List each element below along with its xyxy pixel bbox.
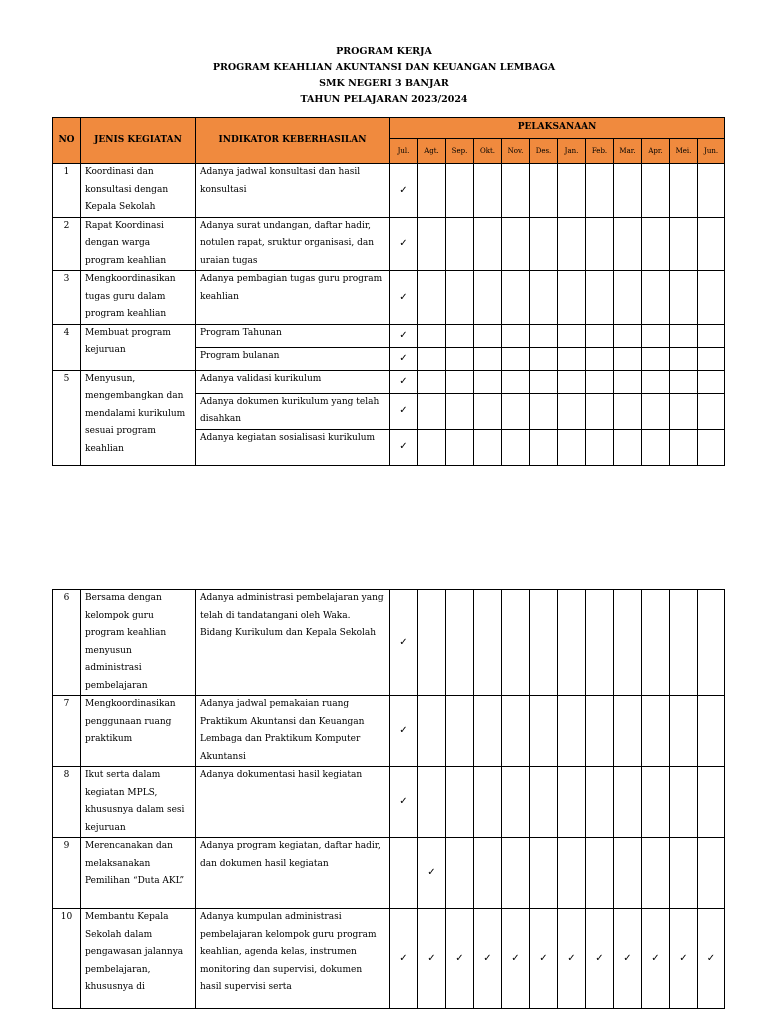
- month-cell-nov: [502, 767, 530, 838]
- month-cell-feb: [586, 590, 614, 696]
- work-program-table-page-2: [52, 589, 725, 1009]
- check-mark-icon: ✓: [399, 352, 408, 364]
- header-pelaksanaan: PELAKSANAAN: [390, 118, 725, 139]
- check-mark-icon: ✓: [399, 796, 408, 808]
- month-cell-mar: [614, 838, 642, 909]
- table-row: [53, 271, 725, 325]
- month-cell-apr: [642, 590, 670, 696]
- month-cell-feb: [586, 271, 614, 325]
- header-month: Apr.: [642, 139, 670, 164]
- row-number: 4: [53, 324, 81, 370]
- month-cell-nov: [502, 590, 530, 696]
- success-indicator: Program bulanan: [196, 347, 390, 370]
- activity-name: Bersama dengan kelompok guru program keahlian menyusun administrasi pembelajaran: [81, 590, 196, 696]
- success-indicator: Adanya kegiatan sosialisasi kurikulum: [196, 429, 390, 465]
- month-cell-apr: [642, 696, 670, 767]
- success-indicator: Adanya administrasi pembelajaran yang telah di tandatangani oleh Waka. Bidang Kurikulum dan Kepala Sekolah: [196, 590, 390, 696]
- header-month: Jun.: [698, 139, 725, 164]
- month-cell-nov: [502, 217, 530, 271]
- month-cell-feb: [586, 696, 614, 767]
- month-cell-nov: [502, 429, 530, 465]
- month-cell-mar: [614, 393, 642, 429]
- month-cell-mar: [614, 429, 642, 465]
- title-line-4: TAHUN PELAJARAN 2023/2024: [300, 94, 468, 105]
- month-cell-sep: [446, 696, 474, 767]
- month-cell-jan: [558, 590, 586, 696]
- month-cell-agt: [418, 590, 446, 696]
- header-month: Jul.: [390, 139, 418, 164]
- month-cell-mei: [670, 838, 698, 909]
- month-cell-feb: [586, 324, 614, 347]
- month-cell-jan: [558, 393, 586, 429]
- check-mark-icon: ✓: [706, 952, 716, 964]
- month-cell-jan: [558, 696, 586, 767]
- check-mark-icon: ✓: [651, 952, 660, 964]
- month-cell-mar: [614, 696, 642, 767]
- month-cell-agt: [418, 909, 446, 1009]
- month-cell-jan: [558, 767, 586, 838]
- activity-name: Ikut serta dalam kegiatan MPLS, khususnya dalam sesi kejuruan: [81, 767, 196, 838]
- month-cell-nov: [502, 164, 530, 218]
- row-number: 1: [53, 164, 81, 218]
- month-cell-des: [530, 696, 558, 767]
- month-cell-mei: [670, 909, 698, 1009]
- month-cell-feb: [586, 838, 614, 909]
- month-cell-jun: [698, 767, 725, 838]
- header-month: Nov.: [502, 139, 530, 164]
- table-row: [53, 164, 725, 218]
- month-cell-jun: [698, 217, 725, 271]
- month-cell-okt: [474, 696, 502, 767]
- header-month: Feb.: [586, 139, 614, 164]
- check-mark-icon: ✓: [399, 184, 408, 196]
- month-cell-des: [530, 838, 558, 909]
- title-line-3: SMK NEGERI 3 BANJAR: [319, 78, 449, 89]
- month-cell-jan: [558, 324, 586, 347]
- month-cell-agt: [418, 217, 446, 271]
- month-cell-okt: [474, 324, 502, 347]
- month-cell-nov: [502, 393, 530, 429]
- document-title-block: [0, 44, 768, 108]
- month-cell-feb: [586, 393, 614, 429]
- month-cell-des: [530, 164, 558, 218]
- month-cell-jun: [698, 370, 725, 393]
- check-mark-icon: ✓: [427, 952, 436, 964]
- success-indicator: Adanya program kegiatan, daftar hadir, dan dokumen hasil kegiatan: [196, 838, 390, 909]
- month-cell-mei: [670, 429, 698, 465]
- month-cell-apr: [642, 909, 670, 1009]
- month-cell-jan: [558, 370, 586, 393]
- month-cell-nov: [502, 324, 530, 347]
- month-cell-jan: [558, 164, 586, 218]
- header-jenis-kegiatan: JENIS KEGIATAN: [81, 118, 196, 164]
- month-cell-mei: [670, 767, 698, 838]
- month-cell-jan: [558, 217, 586, 271]
- check-mark-icon: ✓: [427, 867, 436, 879]
- month-cell-agt: [418, 696, 446, 767]
- month-cell-mei: [670, 164, 698, 218]
- month-cell-jan: [558, 271, 586, 325]
- month-cell-des: [530, 590, 558, 696]
- check-mark-icon: ✓: [511, 952, 520, 964]
- month-cell-agt: [418, 324, 446, 347]
- month-cell-sep: [446, 838, 474, 909]
- row-number: 7: [53, 696, 81, 767]
- month-cell-feb: [586, 429, 614, 465]
- check-mark-icon: ✓: [399, 375, 408, 387]
- month-cell-okt: [474, 370, 502, 393]
- month-cell-nov: [502, 909, 530, 1009]
- month-cell-jul: [390, 271, 418, 325]
- check-mark-icon: ✓: [399, 405, 408, 417]
- month-cell-apr: [642, 370, 670, 393]
- check-mark-icon: ✓: [399, 725, 408, 737]
- check-mark-icon: ✓: [455, 952, 464, 964]
- table-row: [53, 590, 725, 696]
- month-cell-mar: [614, 324, 642, 347]
- row-number: 5: [53, 370, 81, 465]
- month-cell-jan: [558, 429, 586, 465]
- activity-name: Membantu Kepala Sekolah dalam pengawasan jalannya pembelajaran, khususnya di: [81, 909, 196, 1009]
- month-cell-des: [530, 271, 558, 325]
- month-cell-jun: [698, 696, 725, 767]
- month-cell-apr: [642, 393, 670, 429]
- success-indicator: Adanya pembagian tugas guru program keahlian: [196, 271, 390, 325]
- month-cell-jun: [698, 909, 725, 1009]
- title-line-1: PROGRAM KERJA: [336, 46, 432, 57]
- month-cell-feb: [586, 909, 614, 1009]
- month-cell-okt: [474, 393, 502, 429]
- month-cell-nov: [502, 838, 530, 909]
- month-cell-jan: [558, 347, 586, 370]
- month-cell-mei: [670, 590, 698, 696]
- month-cell-nov: [502, 271, 530, 325]
- month-cell-agt: [418, 393, 446, 429]
- row-number: 2: [53, 217, 81, 271]
- month-cell-sep: [446, 370, 474, 393]
- month-cell-des: [530, 217, 558, 271]
- table-row: [53, 370, 725, 393]
- title-line-2: PROGRAM KEAHLIAN AKUNTANSI DAN KEUANGAN LEMBAGA: [212, 62, 556, 73]
- activity-name: Merencanakan dan melaksanakan Pemilihan “Duta AKL”: [81, 838, 196, 909]
- work-program-table-page-1: [52, 117, 725, 466]
- month-cell-sep: [446, 590, 474, 696]
- month-cell-nov: [502, 347, 530, 370]
- month-cell-jul: [390, 324, 418, 347]
- month-cell-nov: [502, 370, 530, 393]
- month-cell-agt: [418, 271, 446, 325]
- activity-name: Mengkoordinasikan tugas guru dalam program keahlian: [81, 271, 196, 325]
- month-cell-mei: [670, 347, 698, 370]
- header-month: Agt.: [418, 139, 446, 164]
- check-mark-icon: ✓: [399, 441, 408, 453]
- check-mark-icon: ✓: [539, 952, 548, 964]
- month-cell-sep: [446, 429, 474, 465]
- month-cell-okt: [474, 909, 502, 1009]
- month-cell-apr: [642, 347, 670, 370]
- activity-name: Menyusun, mengembangkan dan mendalami kurikulum sesuai program keahlian: [81, 370, 196, 465]
- month-cell-jul: [390, 217, 418, 271]
- month-cell-okt: [474, 767, 502, 838]
- month-cell-jul: [390, 838, 418, 909]
- check-mark-icon: ✓: [679, 952, 688, 964]
- month-cell-jul: [390, 429, 418, 465]
- header-month: Des.: [530, 139, 558, 164]
- month-cell-jul: [390, 370, 418, 393]
- check-mark-icon: ✓: [399, 952, 408, 964]
- month-cell-feb: [586, 217, 614, 271]
- check-mark-icon: ✓: [399, 329, 408, 341]
- month-cell-agt: [418, 767, 446, 838]
- month-cell-jun: [698, 590, 725, 696]
- month-cell-jul: [390, 393, 418, 429]
- activity-name: Mengkoordinasikan penggunaan ruang praktikum: [81, 696, 196, 767]
- month-cell-sep: [446, 217, 474, 271]
- header-indikator: INDIKATOR KEBERHASILAN: [196, 118, 390, 164]
- month-cell-agt: [418, 370, 446, 393]
- row-number: 6: [53, 590, 81, 696]
- check-mark-icon: ✓: [595, 952, 604, 964]
- activity-name: Membuat program kejuruan: [81, 324, 196, 370]
- month-cell-apr: [642, 217, 670, 271]
- month-cell-mei: [670, 271, 698, 325]
- month-cell-jul: [390, 909, 418, 1009]
- month-cell-mar: [614, 590, 642, 696]
- month-cell-mar: [614, 164, 642, 218]
- check-mark-icon: ✓: [623, 952, 632, 964]
- table-row: [53, 217, 725, 271]
- header-month: Okt.: [474, 139, 502, 164]
- month-cell-sep: [446, 271, 474, 325]
- header-month: Mar.: [614, 139, 642, 164]
- row-number: 8: [53, 767, 81, 838]
- table-row: [53, 324, 725, 347]
- row-number: 3: [53, 271, 81, 325]
- month-cell-jun: [698, 838, 725, 909]
- month-cell-sep: [446, 347, 474, 370]
- activity-name: Rapat Koordinasi dengan warga program keahlian: [81, 217, 196, 271]
- month-cell-okt: [474, 164, 502, 218]
- month-cell-apr: [642, 164, 670, 218]
- header-month: Mei.: [670, 139, 698, 164]
- check-mark-icon: ✓: [399, 291, 408, 303]
- month-cell-okt: [474, 590, 502, 696]
- header-month: Jan.: [558, 139, 586, 164]
- month-cell-jul: [390, 590, 418, 696]
- check-mark-icon: ✓: [483, 952, 492, 964]
- month-cell-jun: [698, 347, 725, 370]
- month-cell-okt: [474, 271, 502, 325]
- success-indicator: Adanya surat undangan, daftar hadir, notulen rapat, sruktur organisasi, dan uraian tugas: [196, 217, 390, 271]
- check-mark-icon: ✓: [399, 636, 408, 648]
- month-cell-jul: [390, 347, 418, 370]
- table-row: [53, 696, 725, 767]
- month-cell-agt: [418, 164, 446, 218]
- month-cell-mei: [670, 370, 698, 393]
- success-indicator: Program Tahunan: [196, 324, 390, 347]
- month-cell-apr: [642, 838, 670, 909]
- month-cell-jul: [390, 164, 418, 218]
- month-cell-mar: [614, 271, 642, 325]
- month-cell-sep: [446, 393, 474, 429]
- month-cell-mar: [614, 217, 642, 271]
- header-no: NO: [53, 118, 81, 164]
- month-cell-mei: [670, 696, 698, 767]
- row-number: 10: [53, 909, 81, 1009]
- month-cell-mei: [670, 217, 698, 271]
- table-row: [53, 838, 725, 909]
- month-cell-sep: [446, 909, 474, 1009]
- success-indicator: Adanya dokumen kurikulum yang telah disahkan: [196, 393, 390, 429]
- month-cell-jul: [390, 767, 418, 838]
- month-cell-sep: [446, 164, 474, 218]
- row-number: 9: [53, 838, 81, 909]
- month-cell-jan: [558, 909, 586, 1009]
- month-cell-mei: [670, 393, 698, 429]
- month-cell-mar: [614, 909, 642, 1009]
- month-cell-apr: [642, 271, 670, 325]
- success-indicator: Adanya jadwal pemakaian ruang Praktikum Akuntansi dan Keuangan Lembaga dan Praktikum Komputer Akuntansi: [196, 696, 390, 767]
- table-row: [53, 767, 725, 838]
- month-cell-jun: [698, 429, 725, 465]
- month-cell-feb: [586, 164, 614, 218]
- activity-name: Koordinasi dan konsultasi dengan Kepala Sekolah: [81, 164, 196, 218]
- month-cell-okt: [474, 217, 502, 271]
- month-cell-mar: [614, 767, 642, 838]
- month-cell-jun: [698, 393, 725, 429]
- month-cell-des: [530, 370, 558, 393]
- month-cell-nov: [502, 696, 530, 767]
- success-indicator: Adanya validasi kurikulum: [196, 370, 390, 393]
- month-cell-des: [530, 393, 558, 429]
- month-cell-okt: [474, 429, 502, 465]
- check-mark-icon: ✓: [567, 952, 576, 964]
- month-cell-apr: [642, 429, 670, 465]
- month-cell-jan: [558, 838, 586, 909]
- month-cell-jun: [698, 324, 725, 347]
- month-cell-sep: [446, 324, 474, 347]
- month-cell-agt: [418, 429, 446, 465]
- month-cell-jul: [390, 696, 418, 767]
- month-cell-apr: [642, 767, 670, 838]
- header-month: Sep.: [446, 139, 474, 164]
- month-cell-mar: [614, 347, 642, 370]
- success-indicator: Adanya jadwal konsultasi dan hasil konsultasi: [196, 164, 390, 218]
- month-cell-des: [530, 347, 558, 370]
- success-indicator: Adanya kumpulan administrasi pembelajaran kelompok guru program keahlian, agenda kelas, instrumen monitoring dan supervisi, dokumen hasil supervisi serta: [196, 909, 390, 1009]
- month-cell-mei: [670, 324, 698, 347]
- month-cell-okt: [474, 347, 502, 370]
- month-cell-agt: [418, 838, 446, 909]
- month-cell-des: [530, 909, 558, 1009]
- month-cell-sep: [446, 767, 474, 838]
- month-cell-jun: [698, 164, 725, 218]
- month-cell-feb: [586, 347, 614, 370]
- month-cell-agt: [418, 347, 446, 370]
- month-cell-apr: [642, 324, 670, 347]
- month-cell-feb: [586, 370, 614, 393]
- month-cell-okt: [474, 838, 502, 909]
- month-cell-des: [530, 429, 558, 465]
- month-cell-feb: [586, 767, 614, 838]
- table-row: [53, 909, 725, 1009]
- month-cell-mar: [614, 370, 642, 393]
- month-cell-des: [530, 324, 558, 347]
- month-cell-des: [530, 767, 558, 838]
- success-indicator: Adanya dokumentasi hasil kegiatan: [196, 767, 390, 838]
- check-mark-icon: ✓: [399, 238, 408, 249]
- month-cell-jun: [698, 271, 725, 325]
